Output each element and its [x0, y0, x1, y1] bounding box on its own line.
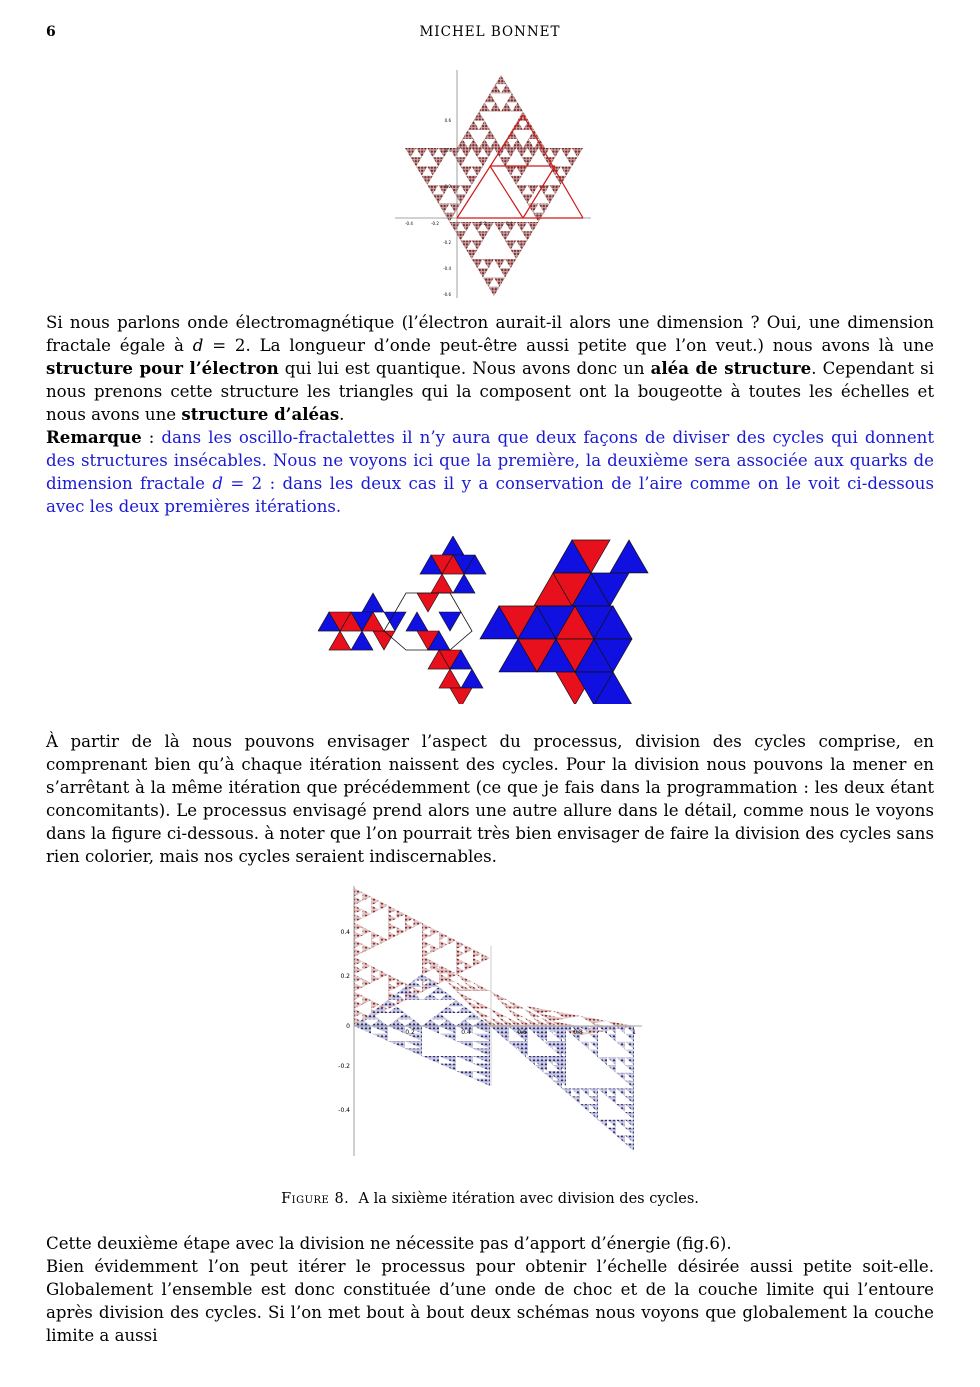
- fractal-cell: [571, 1096, 580, 1104]
- fractal-cell: [422, 1056, 439, 1064]
- fig8-xtick: 0.8: [573, 1029, 583, 1036]
- fractal-cell: [607, 1120, 616, 1128]
- sierpinski-cell: [461, 148, 472, 157]
- fractal-cell: [625, 1089, 634, 1097]
- fractal-cell: [473, 1079, 490, 1087]
- fig1-xtick: 0.4: [505, 221, 513, 226]
- figure-sierpinski-plot: [395, 70, 591, 298]
- fractal-cell: [354, 931, 363, 940]
- fractal-cell: [482, 954, 491, 963]
- colored-triangle: [450, 688, 472, 704]
- colored-triangle: [417, 593, 439, 612]
- sierpinski-cell: [461, 241, 472, 250]
- fractal-cell: [431, 1013, 448, 1020]
- fractal-cell: [388, 914, 397, 923]
- triangle-iteration-2: [480, 540, 648, 704]
- sierpinski-cell: [466, 250, 477, 259]
- fractal-cell: [589, 1049, 598, 1057]
- fractal-cell: [625, 1120, 634, 1128]
- fractal-cell: [439, 1034, 456, 1042]
- fractal-cell: [405, 923, 414, 932]
- fractal-cell: [371, 1020, 388, 1027]
- fractal-cell: [607, 1096, 616, 1104]
- sierpinski-cell: [539, 204, 550, 213]
- fractal-cell: [616, 1104, 625, 1112]
- sierpinski-cell: [411, 157, 422, 166]
- triangle-iteration-1: [318, 536, 486, 704]
- colored-triangle: [439, 669, 461, 688]
- fractal-cell: [473, 1056, 490, 1064]
- colored-triangle: [442, 536, 464, 555]
- fractal-cell: [388, 983, 397, 992]
- sierpinski-cell: [488, 287, 499, 296]
- fractal-cell: [562, 1089, 571, 1097]
- colored-triangle: [373, 631, 395, 650]
- sierpinski-cell: [544, 194, 555, 203]
- fractal-cell: [473, 1064, 490, 1072]
- sierpinski-cell: [479, 121, 490, 130]
- sierpinski-cell: [490, 102, 501, 111]
- fig1-ytick: -0.6: [443, 292, 451, 297]
- sierpinski-cell: [511, 250, 522, 259]
- sierpinski-cell: [433, 157, 444, 166]
- fractal-cell: [456, 949, 465, 958]
- fractal-cell: [465, 962, 474, 971]
- sierpinski-cell: [427, 185, 438, 194]
- fractal-cell: [439, 1020, 456, 1027]
- fractal-cell: [405, 981, 422, 988]
- fractal-cell: [397, 1013, 414, 1020]
- sierpinski-cell: [507, 93, 518, 102]
- sierpinski-cell: [505, 259, 516, 268]
- sierpinski-cell: [511, 176, 522, 185]
- fractal-cell: [456, 966, 465, 975]
- fig1-ytick: 0.6: [444, 118, 451, 123]
- sierpinski-cell: [468, 121, 479, 130]
- sierpinski-cell: [512, 102, 523, 111]
- fig1-ytick: 0.4: [444, 148, 451, 153]
- fractal-cell: [473, 1034, 490, 1042]
- fractal-cell: [422, 949, 431, 958]
- fractal-cell: [388, 975, 397, 984]
- fig8-ytick: -0.4: [338, 1107, 350, 1114]
- fig8-ytick: -0.2: [338, 1063, 350, 1070]
- fractal-cell: [625, 1081, 634, 1089]
- page-number: 6: [46, 24, 56, 40]
- fractal-cell: [625, 1049, 634, 1057]
- fractal-cell: [616, 1120, 625, 1128]
- fractal-cell: [380, 1000, 397, 1007]
- fractal-cell: [354, 940, 363, 949]
- sierpinski-cell: [500, 268, 511, 277]
- sierpinski-cell: [405, 148, 416, 157]
- sierpinski-cell: [479, 102, 490, 111]
- sierpinski-cell: [505, 148, 516, 157]
- sierpinski-cell: [550, 185, 561, 194]
- colored-triangle: [384, 612, 406, 631]
- fractal-cell: [598, 1057, 607, 1065]
- paragraph-second-step-line1: Cette deuxième étape avec la division ne nécessite pas d’apport d’énergie (fig.6).: [46, 1234, 732, 1253]
- sierpinski-cell: [427, 167, 438, 176]
- fractal-cell: [490, 991, 507, 1000]
- sierpinski-cell: [550, 148, 561, 157]
- fractal-cell: [456, 991, 473, 1000]
- sierpinski-cell: [450, 148, 461, 157]
- fractal-cell: [380, 901, 389, 910]
- fractal-cell: [354, 948, 363, 957]
- figure-8-plot: [336, 886, 642, 1156]
- sierpinski-cell: [477, 231, 488, 240]
- sierpinski-cell: [490, 139, 501, 148]
- fractal-cell: [380, 970, 389, 979]
- fractal-cell: [439, 940, 448, 949]
- fractal-cell: [607, 1034, 616, 1042]
- fractal-cell: [380, 936, 389, 945]
- sierpinski-cell: [474, 112, 485, 121]
- fractal-cell: [397, 927, 406, 936]
- fig8-xtick: 0.4: [461, 1029, 471, 1036]
- running-header-author: MICHEL BONNET: [419, 24, 561, 40]
- figure-8-label: Figure 8.: [281, 1191, 350, 1207]
- sierpinski-cell: [516, 185, 527, 194]
- fractal-cell: [388, 931, 397, 940]
- fractal-cell: [589, 1104, 598, 1112]
- sierpinski-cell: [450, 185, 461, 194]
- fractal-cell: [625, 1112, 634, 1120]
- fractal-cell: [422, 940, 431, 949]
- sierpinski-cell: [522, 231, 533, 240]
- sierpinski-cell: [477, 157, 488, 166]
- paragraph-second-step: [46, 1232, 934, 1347]
- fractal-cell: [607, 1089, 616, 1097]
- fractal-cell: [439, 932, 448, 941]
- fractal-cell: [589, 1089, 598, 1097]
- fractal-cell: [371, 974, 380, 983]
- sierpinski-cell: [468, 139, 479, 148]
- sierpinski-cell: [527, 222, 538, 231]
- sierpinski-cell: [500, 157, 511, 166]
- sierpinski-cell: [461, 222, 472, 231]
- fig1-xtick: 0.2: [479, 221, 487, 226]
- fractal-cell: [439, 1064, 456, 1072]
- fractal-cell: [354, 888, 363, 897]
- colored-triangle: [439, 612, 461, 631]
- fractal-cell: [625, 1065, 634, 1073]
- colored-triangle: [406, 612, 428, 631]
- fractal-cell: [371, 1034, 388, 1042]
- fractal-cell: [616, 1135, 625, 1143]
- fig1-ytick: -0.2: [443, 240, 451, 245]
- fractal-cell: [589, 1112, 598, 1120]
- sierpinski-cell: [501, 84, 512, 93]
- fractal-cell: [616, 1057, 625, 1065]
- fig8-ytick: 0: [346, 1023, 350, 1030]
- fractal-cell: [371, 1026, 388, 1034]
- fractal-cell: [473, 958, 482, 967]
- fractal-cell: [625, 1128, 634, 1136]
- sierpinski-cell: [494, 278, 505, 287]
- sierpinski-cell: [533, 213, 544, 222]
- sierpinski-cell: [527, 185, 538, 194]
- fractal-cell: [405, 1020, 422, 1027]
- sierpinski-cell: [477, 268, 488, 277]
- fractal-cell: [354, 1026, 371, 1034]
- sierpinski-cell: [494, 259, 505, 268]
- fractal-cell: [448, 936, 457, 945]
- sierpinski-cell: [472, 259, 483, 268]
- fractal-cell: [354, 897, 363, 906]
- sierpinski-cell: [539, 148, 550, 157]
- fig8-xtick: 0.6: [517, 1029, 527, 1036]
- sierpinski-cell: [466, 176, 477, 185]
- fractal-cell: [371, 940, 380, 949]
- sierpinski-cell: [505, 167, 516, 176]
- fractal-cell: [414, 919, 423, 928]
- fractal-cell: [439, 994, 456, 1001]
- fractal-cell: [625, 1135, 634, 1143]
- sierpinski-cell: [485, 93, 496, 102]
- fractal-cell: [422, 932, 431, 941]
- fractal-cell: [354, 1009, 363, 1018]
- sierpinski-cell: [512, 121, 523, 130]
- fractal-cell: [473, 949, 482, 958]
- sierpinski-cell: [427, 148, 438, 157]
- fractal-cell: [431, 987, 448, 994]
- fractal-cell: [598, 1089, 607, 1097]
- fractal-cell: [456, 941, 465, 950]
- fractal-cell: [625, 1042, 634, 1050]
- fractal-cell: [388, 923, 397, 932]
- sierpinski-cell: [572, 148, 583, 157]
- paragraph-second-step-body: Bien évidemment l’on peut itérer le processus pour obtenir l’échelle désirée aussi petite soit-elle. Globalement l’ensemble est donc constituée d’une onde de choc et de la couche limite qui l’entoure après division des cycles. Si l’on met bout à bout deux schémas nous voyons que globalement la couche limite a aussi: [46, 1257, 934, 1345]
- sierpinski-cell: [485, 130, 496, 139]
- fractal-cell: [405, 914, 414, 923]
- remark-paragraph: Remarque : dans les oscillo-fractalettes il n’y aura que deux façons de diviser des cycles qui donnent des structures insécables. Nous ne voyons ici que la première, la deuxième sera associée aux quarks de dimension fractale d = 2 : dans les deux cas il y a conservation de l’aire comme on le voit ci-dessous avec les deux premières itérations.: [46, 427, 934, 516]
- fractal-cell: [397, 910, 406, 919]
- fractal-cell: [363, 996, 372, 1005]
- fractal-cell: [571, 1089, 580, 1097]
- sierpinski-cell: [494, 222, 505, 231]
- fractal-cell: [580, 1042, 589, 1050]
- fractal-cell: [589, 1034, 598, 1042]
- sierpinski-cell: [516, 241, 527, 250]
- fractal-cell: [354, 1000, 363, 1009]
- sierpinski-cell: [444, 213, 455, 222]
- fractal-cell: [490, 1009, 507, 1018]
- fractal-cell: [456, 1056, 473, 1064]
- sierpinski-cell: [450, 204, 461, 213]
- fractal-cell: [354, 992, 363, 1001]
- fractal-cell: [473, 1049, 490, 1057]
- fractal-cell: [456, 1020, 473, 1027]
- sierpinski-cell: [483, 259, 494, 268]
- sierpinski-cell: [522, 194, 533, 203]
- fractal-cell: [354, 905, 363, 914]
- fractal-cell: [616, 1089, 625, 1097]
- sierpinski-cell: [483, 278, 494, 287]
- fractal-cell: [414, 974, 431, 981]
- fractal-cell: [405, 1049, 422, 1057]
- fractal-cell: [388, 906, 397, 915]
- sierpinski-cell: [500, 231, 511, 240]
- fractal-cell: [598, 1120, 607, 1128]
- sierpinski-cell: [479, 139, 490, 148]
- fractal-cell: [405, 1041, 422, 1049]
- fractal-cell: [439, 1007, 456, 1014]
- fractal-cell: [553, 1081, 562, 1089]
- sierpinski-cell: [501, 102, 512, 111]
- fractal-cell: [354, 966, 363, 975]
- fractal-cell: [439, 1026, 456, 1034]
- sierpinski-cell: [516, 167, 527, 176]
- fractal-cell: [625, 1096, 634, 1104]
- fractal-cell: [363, 944, 372, 953]
- fractal-cell: [422, 994, 439, 1001]
- fractal-cell: [354, 914, 363, 923]
- fractal-cell: [509, 1041, 528, 1056]
- figure-triangle-iterations: [318, 536, 664, 704]
- colored-triangle: [351, 631, 373, 650]
- sierpinski-cell: [450, 222, 461, 231]
- colored-triangle: [461, 669, 483, 688]
- sierpinski-cell: [472, 167, 483, 176]
- fractal-cell: [422, 1026, 439, 1034]
- figure-8-caption: Figure 8. A la sixième itération avec division des cycles.: [281, 1191, 699, 1207]
- fractal-cell: [625, 1073, 634, 1081]
- fractal-cell: [456, 1007, 473, 1014]
- fractal-cell: [363, 927, 372, 936]
- fractal-cell: [456, 1071, 473, 1079]
- fractal-cell: [363, 979, 372, 988]
- fig8-xtick: 0.2: [405, 1029, 415, 1036]
- fractal-cell: [363, 910, 372, 919]
- paragraph-process: À partir de là nous pouvons envisager l’aspect du processus, division des cycles comprise, en comprenant bien qu’à chaque itération naissent des cycles. Pour la division nous pouvons la mener en s’arrêtant à la même itération que précédemment (ce que je fais dans la programmation : les deux étant concomitants). Le processus envisagé prend alors une autre allure dans le détail, comme nous le voyons dans la figure ci-dessous. à noter que l’on pourrait très bien envisager de faire la division des cycles sans rien colorier, mais nos cycles seraient indiscernables.: [46, 732, 934, 866]
- sierpinski-cell: [438, 204, 449, 213]
- sierpinski-cell: [496, 75, 507, 84]
- sierpinski-cell: [461, 167, 472, 176]
- sierpinski-cell: [522, 157, 533, 166]
- fractal-cell: [354, 974, 363, 983]
- fractal-cell: [616, 1073, 625, 1081]
- sierpinski-cell: [561, 167, 572, 176]
- fractal-cell: [422, 1020, 439, 1027]
- sierpinski-cell: [472, 241, 483, 250]
- fractal-cell: [397, 979, 406, 988]
- fractal-cell: [473, 1026, 490, 1034]
- fractal-cell: [456, 1041, 473, 1049]
- fractal-cell: [580, 1089, 589, 1097]
- fractal-cell: [363, 892, 372, 901]
- fractal-cell: [473, 1071, 490, 1079]
- fig8-ytick: 0.2: [340, 973, 350, 980]
- fractal-cell: [371, 905, 380, 914]
- sierpinski-cell: [463, 130, 474, 139]
- fig1-red-line: [490, 166, 523, 218]
- sierpinski-cell: [461, 185, 472, 194]
- sierpinski-cell: [433, 194, 444, 203]
- sierpinski-cell: [516, 148, 527, 157]
- colored-triangle: [329, 631, 351, 650]
- sierpinski-cell: [472, 148, 483, 157]
- fractal-cell: [473, 1041, 490, 1049]
- fig1-red-line: [523, 166, 555, 218]
- fractal-cell: [507, 1009, 524, 1018]
- sierpinski-cell: [457, 139, 468, 148]
- fractal-cell: [371, 931, 380, 940]
- fractal-cell: [439, 1056, 456, 1064]
- fractal-cell: [422, 966, 431, 975]
- fig1-xtick: -0.4: [405, 221, 413, 226]
- fractal-cell: [616, 1042, 625, 1050]
- fractal-cell: [388, 1026, 405, 1034]
- sierpinski-cell: [490, 84, 501, 93]
- sierpinski-cell: [523, 139, 534, 148]
- fig8-xtick: 1: [632, 1029, 636, 1036]
- fractal-cell: [589, 1096, 598, 1104]
- sierpinski-cell: [516, 222, 527, 231]
- sierpinski-cell: [566, 157, 577, 166]
- fractal-cell: [625, 1057, 634, 1065]
- fractal-cell: [354, 923, 363, 932]
- colored-triangle: [453, 574, 475, 593]
- colored-triangle: [610, 540, 648, 573]
- fractal-cell: [354, 957, 363, 966]
- fractal-cell: [431, 927, 440, 936]
- fractal-cell: [456, 958, 465, 967]
- fractal-cell: [589, 1042, 598, 1050]
- fractal-cell: [607, 1128, 616, 1136]
- fig1-xtick: -0.2: [431, 221, 439, 226]
- sierpinski-cell: [512, 139, 523, 148]
- colored-triangle: [431, 574, 453, 593]
- fractal-cell: [431, 945, 440, 954]
- fractal-cell: [625, 1143, 634, 1151]
- fractal-cell: [371, 897, 380, 906]
- remark-label: Remarque: [46, 427, 142, 447]
- fractal-cell: [448, 1000, 465, 1007]
- fractal-cell: [388, 1020, 405, 1027]
- fractal-cell: [580, 1104, 589, 1112]
- sierpinski-cell: [527, 148, 538, 157]
- fractal-cell: [625, 1104, 634, 1112]
- fig1-ytick: 0.2: [444, 184, 451, 189]
- fractal-cell: [388, 1041, 405, 1049]
- fractal-cell: [580, 1016, 607, 1024]
- fractal-cell: [607, 1057, 616, 1065]
- sierpinski-cell: [416, 148, 427, 157]
- sierpinski-cell: [483, 148, 494, 157]
- colored-triangle: [362, 593, 384, 612]
- paragraph-electron-structure: Si nous parlons onde électromagnétique (l’électron aurait-il alors une dimension ? Oui, une dimension fractale égale à d = 2. La longueur d’onde peut-être aussi petite que l’on veut.) nous avons là une structure pour l’électron qui lui est quantique. Nous avons donc un aléa de structure. Cependant si nous prenons cette structure les triangles qui la composent ont la bougeotte à toutes les échelles et nous avons une structure d’aléas.: [46, 313, 934, 424]
- sierpinski-cell: [505, 241, 516, 250]
- fractal-cell: [607, 1065, 616, 1073]
- fig8-ytick: 0.4: [340, 929, 350, 936]
- fractal-cell: [422, 923, 431, 932]
- fractal-cell: [465, 945, 474, 954]
- sierpinski-cell: [561, 148, 572, 157]
- fractal-cell: [363, 961, 372, 970]
- fig1-ytick: -0.4: [443, 266, 451, 271]
- fractal-cell: [371, 966, 380, 975]
- sierpinski-cell: [416, 167, 427, 176]
- fractal-cell: [456, 974, 473, 983]
- sierpinski-cell: [422, 176, 433, 185]
- fractal-cell: [354, 983, 363, 992]
